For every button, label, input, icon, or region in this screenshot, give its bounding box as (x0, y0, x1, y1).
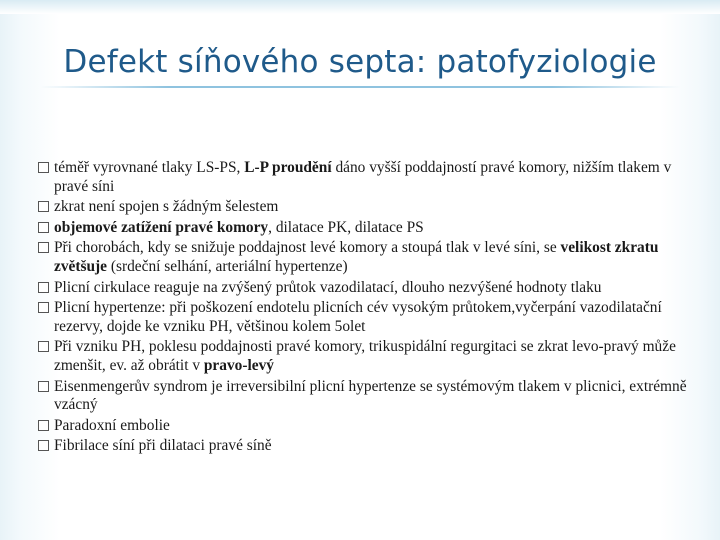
bullet-text: dáno vyšší poddajností pravé komory, nižším tlakem v pravé síni (54, 159, 672, 195)
bullet-item (38, 279, 688, 298)
bullet-item (38, 219, 688, 238)
square-bullet-icon (38, 381, 49, 392)
square-bullet-icon (38, 341, 49, 352)
bullet-text: Při vzniku PH, poklesu poddajnosti pravé komory, trikuspidální regurgitaci se zkrat levo-pravý může zmenšit, ev. až obrátit v (54, 338, 676, 374)
bullet-text: Plicní hypertenze: při poškození endotelu plicních cév vysokým průtokem,vyčerpání vazodilatační rezervy, dojde ke vzniku PH, většinou kolem 5olet (54, 299, 662, 335)
square-bullet-icon (38, 242, 49, 253)
square-bullet-icon (38, 162, 49, 173)
slide-title: Defekt síňového septa: patofyziologie (63, 44, 657, 80)
bullet-text: (srdeční selhání, arteriální hypertenze) (107, 257, 348, 275)
bullet-text: Při chorobách, kdy se snižuje poddajnost levé komory a stoupá tlak v levé síni, se (54, 239, 561, 257)
bullet-text-bold: pravo-levý (203, 356, 274, 374)
bullet-text: téměř vyrovnané tlaky LS-PS, (54, 159, 245, 176)
bullet-text-bold: L-P proudění (244, 159, 332, 176)
bullet-text: , dilatace PK, dilatace PS (268, 218, 424, 236)
bullet-item (38, 299, 688, 336)
bullet-text: Paradoxní embolie (54, 416, 170, 434)
bullet-item (38, 239, 688, 276)
bullet-item (38, 437, 688, 456)
bullet-item (38, 338, 688, 375)
title-divider (40, 86, 680, 88)
bullet-item (38, 159, 688, 196)
bullet-text: Fibrilace síní při dilataci pravé síně (54, 437, 272, 455)
square-bullet-icon (38, 222, 49, 233)
square-bullet-icon (38, 420, 49, 431)
bullet-text-bold: objemové zatížení pravé komory (54, 218, 269, 236)
square-bullet-icon (38, 440, 49, 451)
square-bullet-icon (38, 302, 49, 313)
square-bullet-icon (38, 282, 49, 293)
bullet-text: Eisenmengerův syndrom je irreversibilní plicní hypertenze se systémovým tlakem v plicnici, extrémně vzácný (54, 377, 687, 414)
square-bullet-icon (38, 201, 49, 212)
bullet-item (38, 378, 688, 415)
bullet-text: Plicní cirkulace reaguje na zvýšený průtok vazodilatací, dlouho nezvýšené hodnoty tlaku (54, 278, 602, 296)
bullet-list (38, 159, 688, 458)
bullet-item (38, 417, 688, 436)
bullet-text-bold: velikost zkratu zvětšuje (54, 239, 659, 275)
bullet-text: zkrat není spojen s žádným šelestem (54, 198, 279, 216)
bullet-item (38, 198, 688, 217)
header-band (0, 0, 720, 14)
